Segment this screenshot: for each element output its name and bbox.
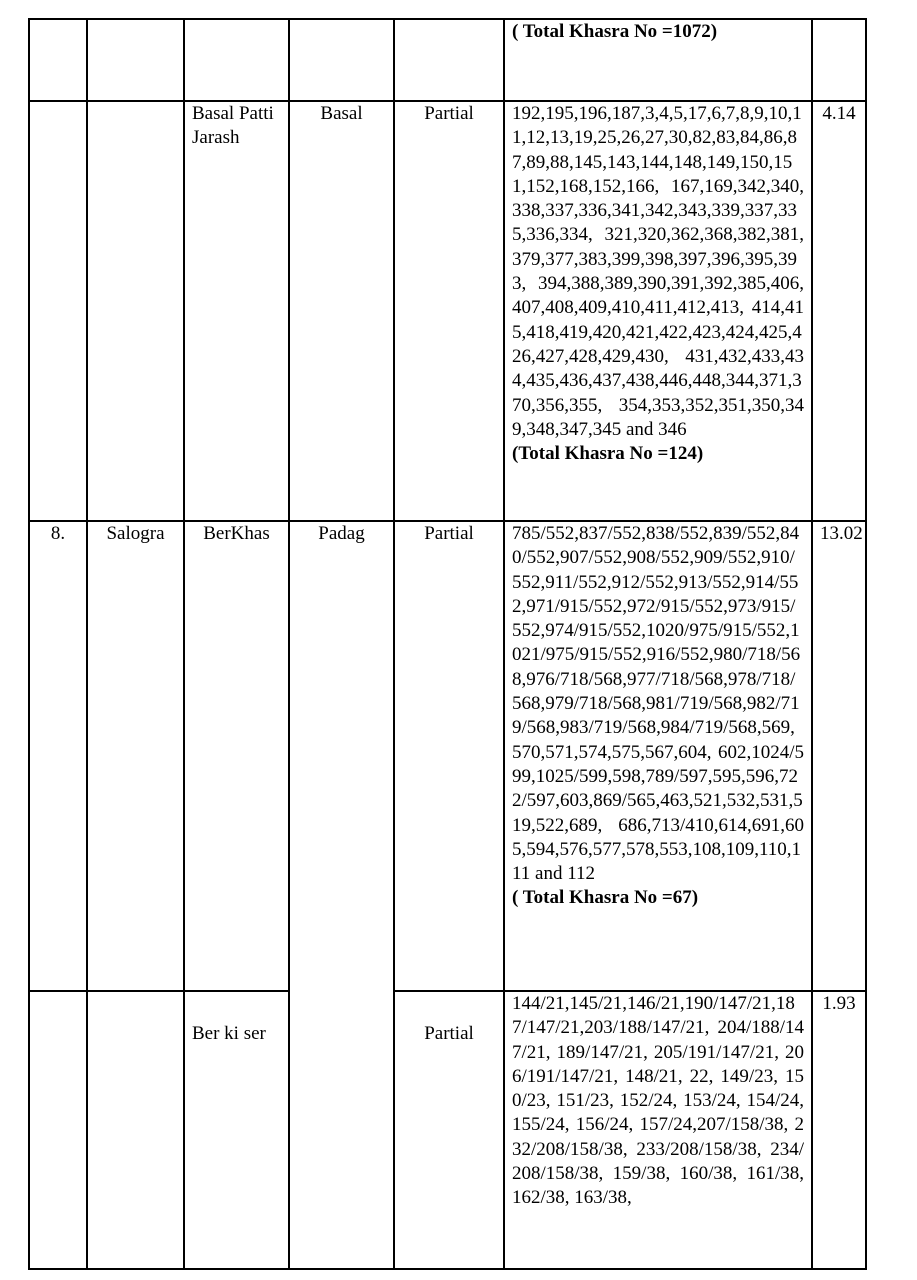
extent-cell: Partial <box>394 101 504 521</box>
extent-cell: Partial <box>394 521 504 991</box>
extent-cell: Partial <box>394 991 504 1269</box>
khasra-total: (Total Khasra No =124) <box>512 443 704 465</box>
khasra-table <box>28 18 867 1270</box>
serial-cell <box>29 19 87 101</box>
serial-cell <box>29 991 87 1269</box>
area-name-cell: Padag <box>289 521 394 991</box>
panchayat-cell <box>87 101 184 521</box>
khasra-cell <box>504 991 812 1269</box>
khasra-list: 785/552,837/552,838/552,839/552,840/552,907/552,908/552,909/552,910/552,911/552,912/552,913/552,914/552,971/915/552,972/915/552,973/915/552,974/915/552,1020/975/915/552,1021/975/915/552,916/552,980/718/568,976/718/568,977/718/568,978/718/568,979/718/568,981/719/568,982/719/568,983/719/568,984/719/568,569,570,571,574,575,567,604, 602,1024/599,1025/599,598,789/597,595,596,722/597,603,869/565,463,521,532,531,519,522,689, 686,713/410,614,691,605,594,576,577,578,553,108,109,110,111 and 112 <box>512 523 804 885</box>
value-cell: 13.02 <box>812 521 866 991</box>
area-name-cell <box>289 991 394 1269</box>
mauza-cell: BerKhas <box>184 521 289 991</box>
value-cell: 1.93 <box>812 991 866 1269</box>
mauza-cell: Basal Patti Jarash <box>184 101 289 521</box>
table-row <box>29 991 866 1269</box>
area-name-cell <box>289 19 394 101</box>
khasra-cell <box>504 19 812 101</box>
panchayat-cell <box>87 991 184 1269</box>
table-row <box>29 101 866 521</box>
value-cell <box>812 19 866 101</box>
serial-cell: 8. <box>29 521 87 991</box>
value-cell: 4.14 <box>812 101 866 521</box>
area-name-cell: Basal <box>289 101 394 521</box>
mauza-cell: Ber ki ser <box>184 991 289 1269</box>
khasra-cell <box>504 101 812 521</box>
khasra-list: 144/21,145/21,146/21,190/147/21,187/147/21,203/188/147/21, 204/188/147/21, 189/147/21, 205/191/147/21, 206/191/147/21, 148/21, 22, 149/23, 150/23, 151/23, 152/24, 153/24, 154/24, 155/24, 156/24, 157/24,207/158/38, 232/208/158/38, 233/208/158/38, 234/208/158/38, 159/38, 160/38, 161/38, 162/38, 163/38, <box>512 993 804 1209</box>
table-row <box>29 19 866 101</box>
panchayat-cell: Salogra <box>87 521 184 991</box>
khasra-total: ( Total Khasra No =67) <box>512 887 699 909</box>
table-row <box>29 521 866 991</box>
extent-cell <box>394 19 504 101</box>
serial-cell <box>29 101 87 521</box>
panchayat-cell <box>87 19 184 101</box>
khasra-total: ( Total Khasra No =1072) <box>512 21 718 42</box>
khasra-cell <box>504 521 812 991</box>
khasra-list: 192,195,196,187,3,4,5,17,6,7,8,9,10,11,12,13,19,25,26,27,30,82,83,84,86,87,89,88,145,143,144,148,149,150,151,152,168,152,166, 167,169,342,340,338,337,336,341,342,343,339,337,335,336,334, 321,320,362,368,382,381,379,377,383,399,398,397,396,395,393, 394,388,389,390,391,392,385,406,407,408,409,410,411,412,413, 414,415,418,419,420,421,422,423,424,425,426,427,428,429,430, 431,432,433,434,435,436,437,438,446,448,344,371,370,356,355, 354,353,352,351,350,349,348,347,345 and 346 <box>512 103 804 440</box>
mauza-cell <box>184 19 289 101</box>
